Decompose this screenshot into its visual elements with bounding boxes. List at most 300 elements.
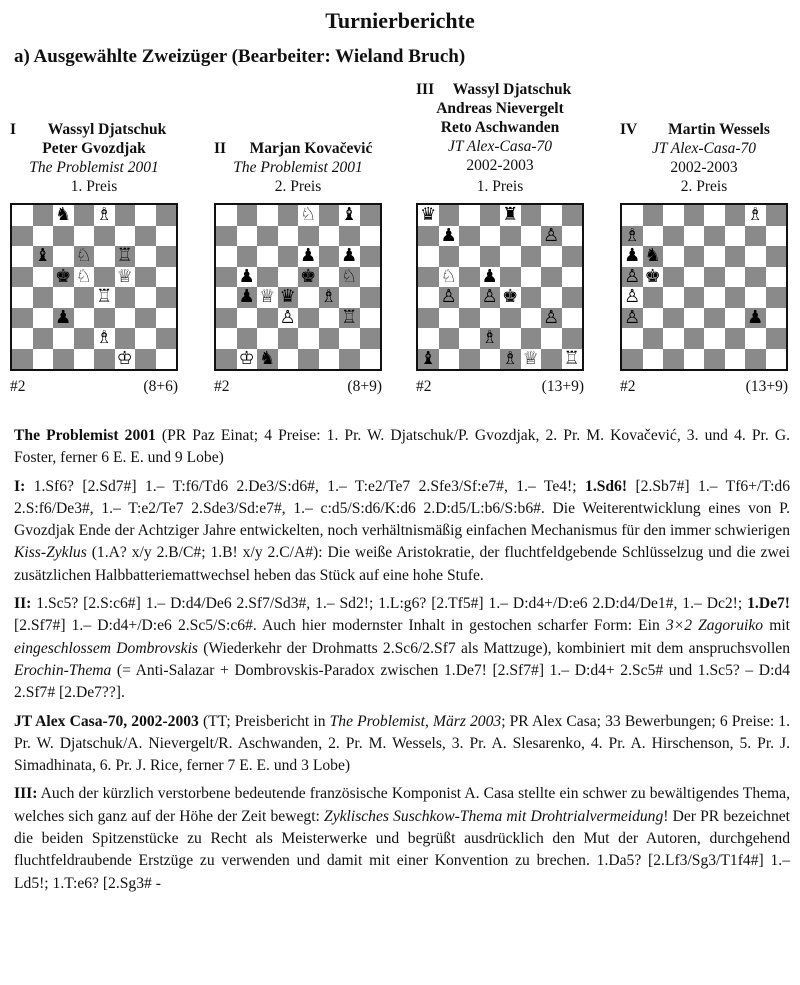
board-square [156, 226, 177, 247]
board-square [562, 246, 583, 267]
board-square [439, 287, 460, 308]
problem-2 [214, 80, 382, 410]
problem-3-years: 2002-2003 [466, 157, 534, 174]
tourney-report-problemist [14, 425, 790, 470]
problem-1-award: 1. Preis [70, 178, 118, 195]
black-king-icon: ♚ [300, 265, 317, 287]
board-square [418, 328, 439, 349]
board-square [663, 226, 684, 247]
board-square [298, 226, 319, 247]
board-square [745, 287, 766, 308]
white-pawn-icon: ♙ [624, 265, 641, 287]
board-square [156, 205, 177, 226]
board-square [237, 349, 258, 370]
board-square [663, 349, 684, 370]
board-square [94, 226, 115, 247]
board-square [12, 328, 33, 349]
board-square [684, 246, 705, 267]
board-square [704, 226, 725, 247]
board-square [745, 246, 766, 267]
board-square [521, 308, 542, 329]
board-square [257, 226, 278, 247]
board-square [704, 287, 725, 308]
board-square [278, 328, 299, 349]
board-square [94, 267, 115, 288]
board-square [278, 226, 299, 247]
problem-3 [416, 80, 584, 410]
board-square [725, 267, 746, 288]
board-square [53, 226, 74, 247]
black-rook-icon: ♜ [502, 204, 519, 226]
board-square [459, 308, 480, 329]
board-square [684, 267, 705, 288]
board-square [745, 205, 766, 226]
board-square [704, 328, 725, 349]
white-rook-icon: ♖ [96, 286, 113, 308]
board-square [257, 246, 278, 267]
board-square [216, 287, 237, 308]
problem-4-number: IV [620, 121, 638, 138]
black-king-icon: ♚ [55, 265, 72, 287]
tourney-title: The Problemist 2001 [14, 427, 156, 444]
board-square [74, 205, 95, 226]
board-square [622, 246, 643, 267]
black-pawn-icon: ♟ [300, 245, 317, 267]
white-pawn-icon: ♙ [481, 286, 498, 308]
board-square [12, 287, 33, 308]
board-square [725, 205, 746, 226]
board-square [500, 267, 521, 288]
board-square [237, 267, 258, 288]
commentary-problem-3 [14, 783, 790, 894]
white-knight-icon: ♘ [75, 265, 92, 287]
tourney-details: , [424, 712, 433, 730]
board-square [339, 205, 360, 226]
problem-3-award: 1. Preis [476, 178, 524, 195]
board-square [704, 308, 725, 329]
board-square [237, 226, 258, 247]
problem-4-source: JT Alex-Casa-70 [651, 140, 757, 157]
board-square [156, 287, 177, 308]
board-square [766, 349, 787, 370]
board-square [319, 226, 340, 247]
board-square [622, 308, 643, 329]
board-square [643, 205, 664, 226]
board-square [319, 349, 340, 370]
black-queen-icon: ♛ [279, 286, 296, 308]
problem-4-piece-count: (13+9) [745, 378, 788, 395]
board-square [216, 246, 237, 267]
board-square [766, 226, 787, 247]
board-square [135, 226, 156, 247]
problem-4 [620, 80, 788, 410]
board-square [115, 308, 136, 329]
board-square [643, 287, 664, 308]
board-square [53, 308, 74, 329]
board-square [33, 205, 54, 226]
problem-2-author-1: Marjan Kovačević [249, 140, 373, 157]
board-square [12, 349, 33, 370]
board-square [480, 246, 501, 267]
problem-1-piece-count: (8+6) [143, 378, 178, 395]
board-square [216, 205, 237, 226]
board-square [480, 205, 501, 226]
board-square [418, 226, 439, 247]
board-square [745, 226, 766, 247]
board-square [257, 349, 278, 370]
board-square [418, 287, 439, 308]
board-square [135, 328, 156, 349]
board-square [339, 246, 360, 267]
board-square [663, 246, 684, 267]
board-square [94, 246, 115, 267]
commentary-text: [2.Sf7#] 1.– D:d4+/D:e6 2.Sc5/S:c6#. Auch hier modernster Inhalt in gestochen scharfer Form: Ein [14, 617, 666, 635]
board-square [278, 267, 299, 288]
white-queen-icon: ♕ [259, 286, 276, 308]
theme-name: Kiss-Zyklus [14, 544, 87, 562]
white-pawn-icon: ♙ [543, 306, 560, 328]
white-bishop-icon: ♗ [502, 347, 519, 369]
board-square [480, 226, 501, 247]
board-square [643, 267, 664, 288]
board-square [480, 349, 501, 370]
board-square [541, 349, 562, 370]
board-square [74, 349, 95, 370]
board-square [94, 308, 115, 329]
problem-2-number: II [214, 140, 227, 157]
board-square [319, 205, 340, 226]
board-square [745, 308, 766, 329]
problem-3-stipulation: #2 [416, 378, 432, 395]
theme-name: Zyklisches Suschkow-Thema mit Drohtrialvermeidung [324, 807, 664, 825]
white-pawn-icon: ♙ [543, 224, 560, 246]
chess-board-3 [416, 203, 584, 371]
board-square [94, 205, 115, 226]
article-text [14, 425, 790, 901]
board-square [319, 246, 340, 267]
theme-name: 3×2 Zagoruiko [665, 617, 764, 635]
board-square [115, 246, 136, 267]
board-square [74, 308, 95, 329]
problem-1-source: The Problemist 2001 [29, 159, 159, 176]
board-square [12, 246, 33, 267]
board-square [156, 267, 177, 288]
board-square [319, 267, 340, 288]
problem-2-stipulation: #2 [214, 378, 230, 395]
white-queen-icon: ♕ [116, 265, 133, 287]
board-square [704, 205, 725, 226]
board-square [298, 267, 319, 288]
commentary-text: Auch der kürzlich verstorbene bedeutende französische Komponist A. Casa stellte ein schwer zu bewältigendes Thema, welches sich ganz auf der Höhe der Zeit bewegt: [14, 785, 790, 825]
board-square [12, 267, 33, 288]
board-square [459, 349, 480, 370]
board-square [439, 226, 460, 247]
board-square [298, 205, 319, 226]
board-square [541, 226, 562, 247]
board-square [480, 267, 501, 288]
board-square [360, 226, 381, 247]
board-square [439, 308, 460, 329]
black-bishop-icon: ♝ [420, 347, 437, 369]
white-rook-icon: ♖ [116, 245, 133, 267]
chess-board-1 [10, 203, 178, 371]
board-square [257, 267, 278, 288]
board-square [684, 205, 705, 226]
board-square [541, 246, 562, 267]
black-knight-icon: ♞ [644, 245, 661, 267]
board-square [541, 287, 562, 308]
board-square [53, 287, 74, 308]
board-square [339, 328, 360, 349]
board-square [663, 267, 684, 288]
board-square [278, 287, 299, 308]
board-square [725, 287, 746, 308]
problem-4-author-1: Martin Wessels [668, 121, 770, 138]
commentary-text: [2.Sb7#] 1.– Tf6+/T:d6 2.S:f6/De3#, 1.– T:e2/Te7 2.Sde3/Sd:e7#, 1.– c:d5/S:d6/K:d6 2.D:d5/L:b6/S:b6#. Die Weiterentwicklung eines von P. Gvozdjak Ende der Achtziger Jahre entwickelten, noch verhältnismäßig einfachen Mechanismus für den immer schwierigen [14, 477, 790, 540]
board-square [439, 246, 460, 267]
problem-3-author-3: Reto Aschwanden [440, 119, 560, 136]
problem-3-author-2: Andreas Nievergelt [436, 100, 564, 117]
problem-1 [10, 80, 178, 410]
board-square [684, 328, 705, 349]
commentary-text: (1.A? x/y 2.B/C#; 1.B! x/y 2.C/A#): Die weiße Aristokratie, der fluchtfeldgebende Schlüsselzug und die zwei zusätzlichen Halbbatteriemattwechsel heben das Stück auf eine hohe Stufe. [14, 544, 790, 584]
board-square [298, 287, 319, 308]
board-square [33, 267, 54, 288]
problem-3-author-1: Wassyl Djatschuk [452, 81, 572, 98]
board-square [12, 226, 33, 247]
board-square [156, 246, 177, 267]
white-bishop-icon: ♗ [481, 327, 498, 349]
commentary-text: (= Anti-Salazar + Dombrovskis-Paradox zwischen 1.De7! [2.Sf7#] 1.– D:d4+ 2.Sc5# und 1.Sc5? – D:d4 2.Sf7# [2.De7??]. [14, 661, 790, 702]
black-pawn-icon: ♟ [341, 245, 358, 267]
board-square [684, 349, 705, 370]
black-pawn-icon: ♟ [440, 224, 457, 246]
white-bishop-icon: ♗ [624, 224, 641, 246]
board-square [684, 287, 705, 308]
board-square [480, 328, 501, 349]
board-square [663, 328, 684, 349]
board-square [766, 308, 787, 329]
tourney-details: (PR Paz Einat; 4 Preise: 1. Pr. W. Djatschuk/P. Gvozdjak, 2. Pr. M. Kovačević, 3. und 4. Pr. G. Foster, ferner 6 E. E. und 9 Lobe) [14, 427, 791, 467]
problem-3-number: III [416, 81, 435, 98]
board-square [521, 246, 542, 267]
board-square [74, 267, 95, 288]
key-move: 1.Sd6! [585, 477, 628, 495]
board-square [459, 205, 480, 226]
board-square [360, 287, 381, 308]
board-square [135, 287, 156, 308]
board-square [643, 308, 664, 329]
board-square [156, 349, 177, 370]
board-square [216, 267, 237, 288]
board-square [643, 328, 664, 349]
board-square [500, 205, 521, 226]
black-queen-icon: ♛ [420, 204, 437, 226]
board-square [135, 267, 156, 288]
problem-1-stipulation: #2 [10, 378, 26, 395]
board-square [257, 328, 278, 349]
board-square [135, 308, 156, 329]
board-square [319, 308, 340, 329]
commentary-text: mit [763, 617, 791, 635]
problem-1-author-1: Wassyl Djatschuk [47, 121, 167, 138]
board-square [115, 349, 136, 370]
board-square [216, 328, 237, 349]
white-pawn-icon: ♙ [440, 286, 457, 308]
board-square [521, 226, 542, 247]
board-square [237, 308, 258, 329]
board-square [684, 226, 705, 247]
board-square [12, 308, 33, 329]
board-square [562, 205, 583, 226]
board-square [521, 267, 542, 288]
white-rook-icon: ♖ [563, 347, 580, 369]
board-square [33, 328, 54, 349]
board-square [725, 308, 746, 329]
board-square [643, 226, 664, 247]
board-square [53, 267, 74, 288]
board-square [562, 328, 583, 349]
board-square [562, 287, 583, 308]
board-square [156, 328, 177, 349]
board-square [500, 349, 521, 370]
problem-2-source: The Problemist 2001 [233, 159, 363, 176]
white-king-icon: ♔ [116, 347, 133, 369]
board-square [278, 205, 299, 226]
problem-2-header [214, 80, 382, 198]
problem-3-source: JT Alex-Casa-70 [447, 138, 553, 155]
board-square [360, 328, 381, 349]
board-square [115, 328, 136, 349]
board-square [360, 349, 381, 370]
board-square [115, 287, 136, 308]
black-pawn-icon: ♟ [238, 265, 255, 287]
black-knight-icon: ♞ [259, 347, 276, 369]
black-pawn-icon: ♟ [481, 265, 498, 287]
board-square [360, 267, 381, 288]
tourney-report-casa [14, 711, 790, 778]
black-pawn-icon: ♟ [55, 306, 72, 328]
board-square [684, 308, 705, 329]
board-square [704, 349, 725, 370]
problem-2-piece-count: (8+9) [347, 378, 382, 395]
problem-3-header [416, 80, 584, 198]
board-square [439, 205, 460, 226]
board-square [216, 349, 237, 370]
board-square [257, 308, 278, 329]
board-square [237, 246, 258, 267]
board-square [704, 267, 725, 288]
board-square [418, 246, 439, 267]
white-bishop-icon: ♗ [96, 204, 113, 226]
black-knight-icon: ♞ [55, 204, 72, 226]
white-bishop-icon: ♗ [96, 327, 113, 349]
white-pawn-icon: ♙ [624, 286, 641, 308]
board-square [541, 328, 562, 349]
commentary-text: 1.Sc5? [2.S:c6#] 1.– D:d4/De6 2.Sf7/Sd3#, 1.– Sd2!; 1.L:g6? [2.Tf5#] 1.– D:d4+/D:e6 2.D:d4/De1#, 1.– Dc2!; [31, 595, 748, 613]
board-square [360, 205, 381, 226]
board-square [725, 349, 746, 370]
board-square [94, 349, 115, 370]
board-square [480, 308, 501, 329]
problem-1-author-2: Peter Gvozdjak [42, 140, 146, 157]
board-square [439, 267, 460, 288]
board-square [216, 226, 237, 247]
board-square [480, 287, 501, 308]
problem-4-award: 2. Preis [680, 178, 728, 195]
board-square [298, 246, 319, 267]
board-square [135, 246, 156, 267]
board-square [622, 287, 643, 308]
board-square [156, 308, 177, 329]
problem-1-number: I [10, 121, 17, 138]
board-square [521, 328, 542, 349]
board-square [541, 267, 562, 288]
commentary-text: ! Der PR bezeichnet die beiden Spitzenstücke zu Recht als Meisterwerke und begrüßt ausdrücklich den Mut der Autoren, durchgehend fluchtfeldraubende Erstzüge zu verwenden und damit mit einer Konvention zu brechen. 1.Da5? [2.Lf3/Sg3/T1f4#] 1.– Ld5!; 1.T:e6? [2.Sg3# - [14, 807, 790, 892]
board-square [439, 349, 460, 370]
board-square [622, 205, 643, 226]
board-square [33, 287, 54, 308]
board-square [500, 226, 521, 247]
theme-name: eingeschlossem Dombrovskis [14, 639, 198, 657]
board-square [663, 308, 684, 329]
board-square [766, 287, 787, 308]
chess-board-4 [620, 203, 788, 371]
board-square [339, 267, 360, 288]
chess-board-2 [214, 203, 382, 371]
problem-4-stipulation: #2 [620, 378, 636, 395]
commentary-problem-1 [14, 476, 790, 587]
tourney-title: JT Alex Casa-70, 2002-2003 [14, 712, 199, 730]
tourney-details: ; PR Alex Casa; 33 Bewerbungen; 6 Preise: 1. Pr. W. Djatschuk/A. Nievergelt/R. Aschwanden, 2. Pr. M. Wessels, 3. Pr. A. Slesarenko, 4. Pr. A. Hirschenson, 5. Pr. J. Simadhinata, 6. Pr. J. Rice, ferner 7 E. E. und 3 Lobe) [14, 712, 791, 775]
board-square [418, 267, 439, 288]
board-square [74, 246, 95, 267]
board-square [766, 246, 787, 267]
problem-1-header [10, 80, 178, 198]
board-square [521, 349, 542, 370]
board-square [745, 349, 766, 370]
white-knight-icon: ♘ [341, 265, 358, 287]
board-square [643, 246, 664, 267]
tourney-details: (TT; Preisbericht in [198, 712, 330, 730]
board-square [237, 205, 258, 226]
board-square [278, 246, 299, 267]
board-square [643, 349, 664, 370]
board-square [339, 226, 360, 247]
board-square [115, 267, 136, 288]
board-square [766, 267, 787, 288]
board-square [298, 328, 319, 349]
board-square [562, 226, 583, 247]
journal-issue: März 2003 [432, 712, 502, 730]
board-square [725, 226, 746, 247]
board-square [278, 349, 299, 370]
board-square [459, 267, 480, 288]
board-square [237, 287, 258, 308]
board-square [622, 328, 643, 349]
white-knight-icon: ♘ [300, 204, 317, 226]
board-square [74, 328, 95, 349]
board-square [298, 308, 319, 329]
board-square [725, 328, 746, 349]
board-square [459, 287, 480, 308]
board-square [418, 349, 439, 370]
board-square [257, 205, 278, 226]
board-square [94, 328, 115, 349]
board-square [53, 328, 74, 349]
black-bishop-icon: ♝ [34, 245, 51, 267]
problem-3-piece-count: (13+9) [541, 378, 584, 395]
